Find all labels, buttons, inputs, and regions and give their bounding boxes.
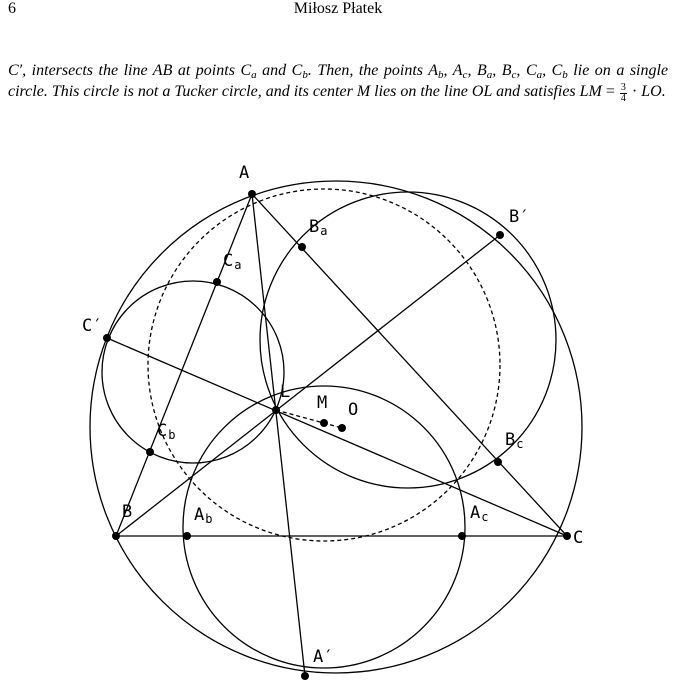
math-Bc: $B_c$ (501, 62, 517, 81)
label-ca: Ca (223, 251, 242, 272)
label-c-prime: C′ (82, 316, 103, 336)
math-LM: LM (579, 83, 602, 100)
circle-c-prime (102, 281, 284, 463)
label-bc: Bc (505, 430, 524, 451)
math-Ca: $C_a$ (240, 62, 257, 81)
text-span: , (542, 62, 552, 79)
point-a-prime (301, 672, 309, 680)
figure-labels (82, 163, 583, 667)
point-o (338, 424, 346, 432)
math-equals: = (601, 83, 619, 100)
math-Ac: $A_c$ (452, 62, 468, 81)
label-ac: Ac (470, 503, 489, 524)
text-span: lie on a single circle. This circle is not a Tucker circle, and its center (8, 62, 669, 100)
label-m: M (317, 393, 328, 413)
point-cb (146, 448, 154, 456)
math-Ab: $A_b$ (428, 62, 444, 81)
math-OL: OL (471, 83, 493, 100)
point-ac (458, 532, 466, 540)
theorem-text (8, 60, 668, 104)
point-ca (213, 278, 221, 286)
point-bc (494, 458, 502, 466)
label-l: L (280, 382, 291, 402)
label-b: B (122, 502, 133, 522)
label-c: C (573, 528, 584, 548)
math-AB: AB (152, 62, 173, 79)
label-ba: Ba (309, 217, 328, 238)
text-span: , (443, 62, 453, 79)
theorem-paragraph (8, 60, 668, 104)
label-ab: Ab (194, 505, 213, 526)
point-c-prime (103, 334, 111, 342)
point-b (112, 532, 120, 540)
fraction-three-quarters: $\frac{3}{4}$ (620, 82, 626, 104)
line-b-b-prime (116, 235, 500, 536)
text-span: , (492, 62, 502, 79)
label-o: O (348, 400, 359, 420)
label-b-prime: B′ (509, 207, 530, 227)
text-span: C′, intersects the line (8, 62, 153, 79)
text-span: lies on the line (370, 83, 472, 100)
page-header (8, 0, 668, 24)
geometry-figure (0, 150, 676, 686)
math-Ca-2: $C_a$ (525, 62, 543, 81)
point-l (272, 406, 280, 414)
label-a-prime: A′ (313, 647, 334, 667)
circle-a-prime (183, 386, 465, 668)
text-span: and (256, 62, 292, 79)
point-ba (298, 243, 306, 251)
six-point-circle (148, 189, 500, 541)
math-Cb-2: $C_b$ (551, 62, 568, 81)
math-Ba: $B_a$ (476, 62, 493, 81)
point-a (248, 190, 256, 198)
math-dot: · (627, 83, 642, 100)
point-m (320, 419, 328, 427)
point-b-prime (496, 231, 504, 239)
math-Cb: $C_b$ (291, 62, 308, 81)
text-span: , (467, 62, 477, 79)
line-a-a-prime (252, 194, 305, 676)
text-span: , (516, 62, 526, 79)
line-c-c-prime (107, 338, 567, 536)
label-cb: Cb (157, 421, 176, 442)
label-a: A (239, 163, 250, 183)
point-c (563, 532, 571, 540)
page-number: 6 (8, 0, 16, 17)
text-span: at points (172, 62, 241, 79)
text-span: and satisfies (492, 83, 580, 100)
text-span: . (661, 83, 666, 100)
text-span: . Then, the points (307, 62, 429, 79)
math-M: M (356, 83, 371, 100)
point-ab (183, 532, 191, 540)
running-head-author: Miłosz Płatek (293, 0, 383, 17)
math-LO: LO (641, 83, 662, 100)
